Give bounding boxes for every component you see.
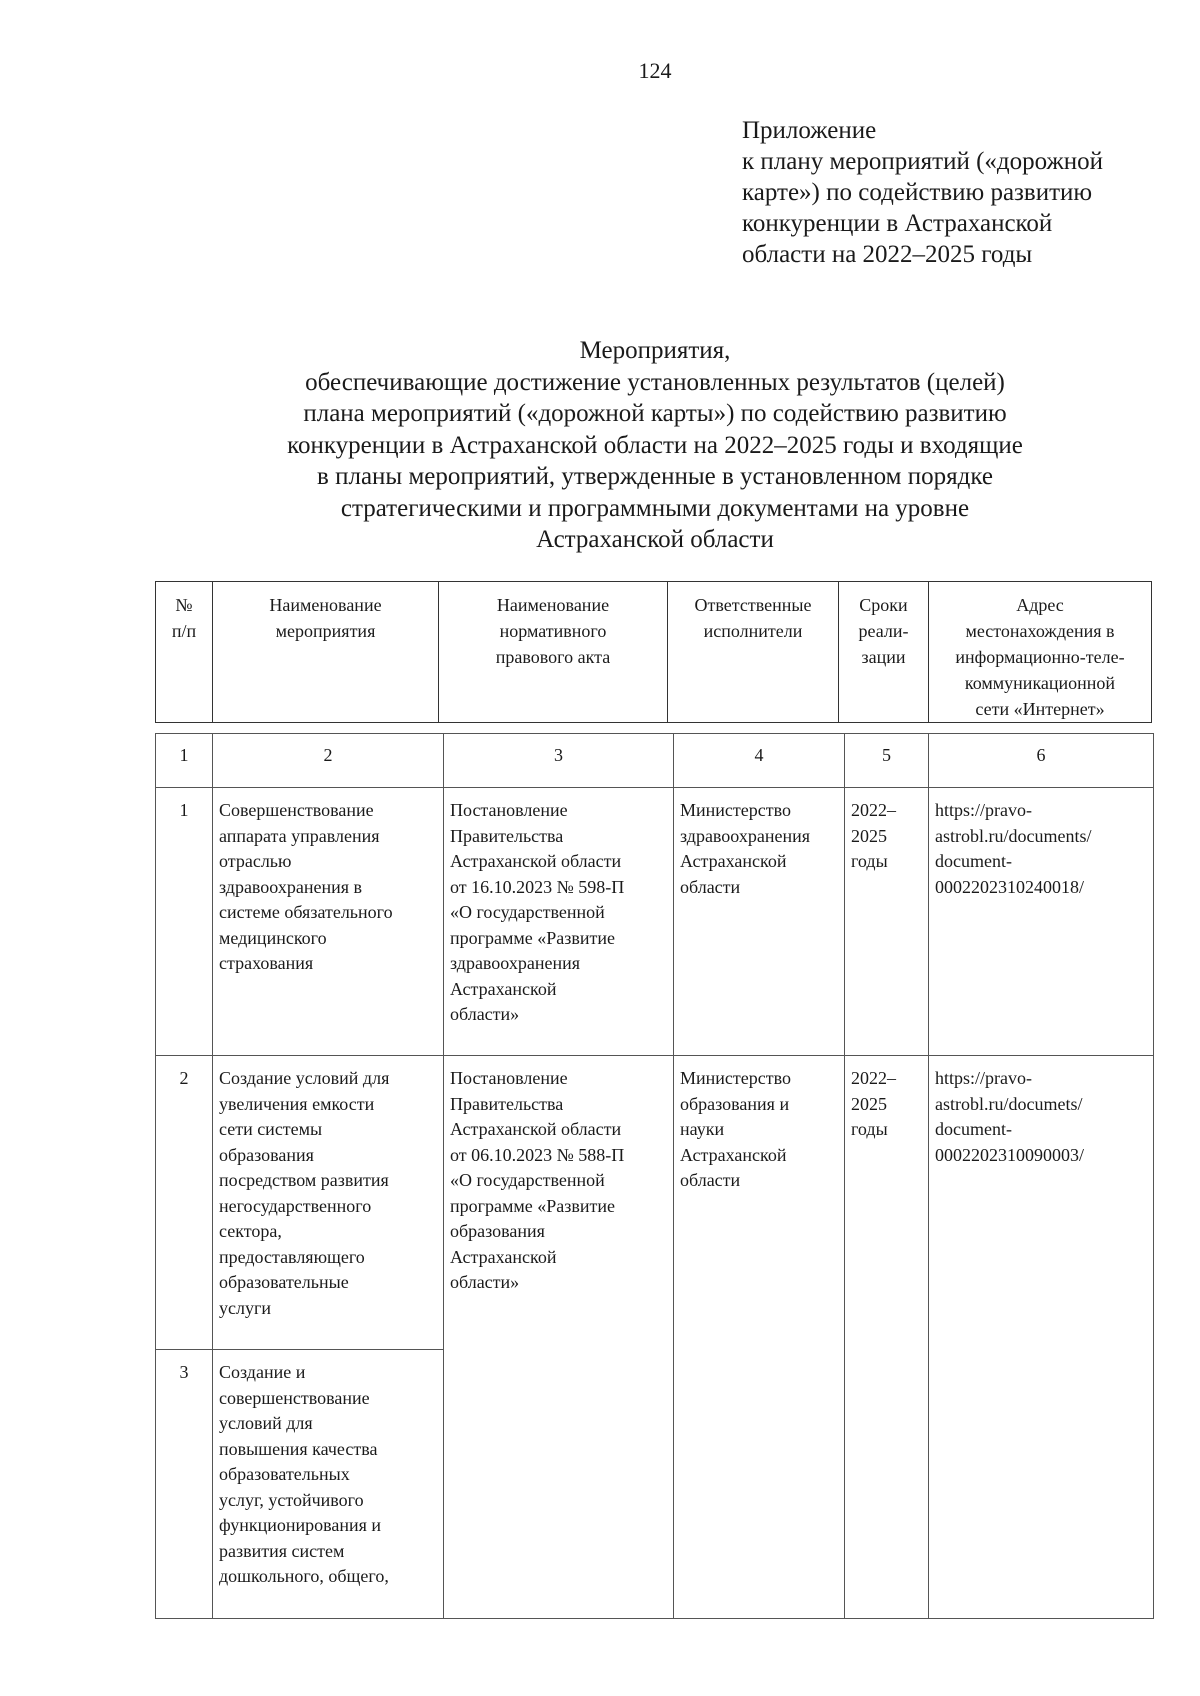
column-number: 6 [929, 734, 1154, 788]
period: 2022– 2025 годы [845, 788, 929, 1056]
header-legal-act: Наименование нормативного правового акта [439, 582, 668, 723]
internet-address: https://pravo- astrobl.ru/documents/ document- 0002202310240018/ [929, 788, 1154, 1056]
header-executors: Ответственные исполнители [668, 582, 839, 723]
header-period: Сроки реали- зации [839, 582, 929, 723]
title-line: Мероприятия, [579, 337, 731, 364]
measures-table [155, 733, 1154, 1619]
event-name: Совершенствование аппарата управления отраслью здравоохранения в системе обязательного медицинского страхования [213, 788, 444, 1056]
column-number: 5 [845, 734, 929, 788]
header-number: № п/п [156, 582, 213, 723]
event-name: Создание условий для увеличения емкости сети системы образования посредством развития негосударственного сектора, предоставляющего образовательные услуги [213, 1056, 444, 1350]
internet-address: https://pravo- astrobl.ru/documets/ document- 0002202310090003/ [929, 1056, 1154, 1619]
title-line: конкуренции в Астраханской области на 2022–2025 годы и входящие [287, 431, 1023, 459]
table-row [156, 788, 1154, 1056]
column-number: 4 [674, 734, 845, 788]
title-line: стратегическими и программными документами на уровне [340, 494, 970, 522]
title-line: обеспечивающие достижение установленных результатов (целей) [305, 368, 1005, 396]
column-numbers-row [156, 734, 1154, 788]
column-number: 3 [444, 734, 674, 788]
period: 2022– 2025 годы [845, 1056, 929, 1619]
executors: Министерство здравоохранения Астраханской области [674, 788, 845, 1056]
header-event-name: Наименование мероприятия [213, 582, 439, 723]
title-line: плана мероприятий («дорожной карты») по содействию развитию [303, 400, 1007, 427]
appendix-line: карте») по содействию развитию [742, 179, 1093, 206]
executors: Министерство образования и науки Астраханской области [674, 1056, 845, 1619]
header-internet-address: Адрес местонахождения в информационно-теле- коммуникационной сети «Интернет» [929, 582, 1152, 723]
legal-act: Постановление Правительства Астраханской области от 16.10.2023 № 598-П «О государственной программе «Развитие здравоохранения Астраханской области» [444, 788, 674, 1056]
table-header [155, 581, 1152, 723]
row-number: 3 [156, 1350, 213, 1619]
column-number: 1 [156, 734, 213, 788]
appendix-line: Приложение [742, 117, 877, 144]
column-number: 2 [213, 734, 444, 788]
document-title [150, 335, 1160, 556]
title-line: Астраханской области [536, 526, 774, 553]
appendix-line: конкуренции в Астраханской [742, 210, 1053, 237]
table-row [156, 1056, 1154, 1350]
appendix-note [742, 115, 1162, 270]
row-number: 2 [156, 1056, 213, 1350]
appendix-line: области на 2022–2025 годы [742, 241, 1033, 268]
appendix-line: к плану мероприятий («дорожной [742, 148, 1104, 175]
title-line: в планы мероприятий, утвержденные в установленном порядке [317, 463, 993, 490]
page-number: 124 [638, 58, 672, 83]
row-number: 1 [156, 788, 213, 1056]
header-row [156, 582, 1152, 723]
event-name: Создание и совершенствование условий для повышения качества образовательных услуг, устойчивого функционирования и развития систем дошкольного, общего, [213, 1350, 444, 1619]
legal-act: Постановление Правительства Астраханской области от 06.10.2023 № 588-П «О государственной программе «Развитие образования Астраханской области» [444, 1056, 674, 1619]
